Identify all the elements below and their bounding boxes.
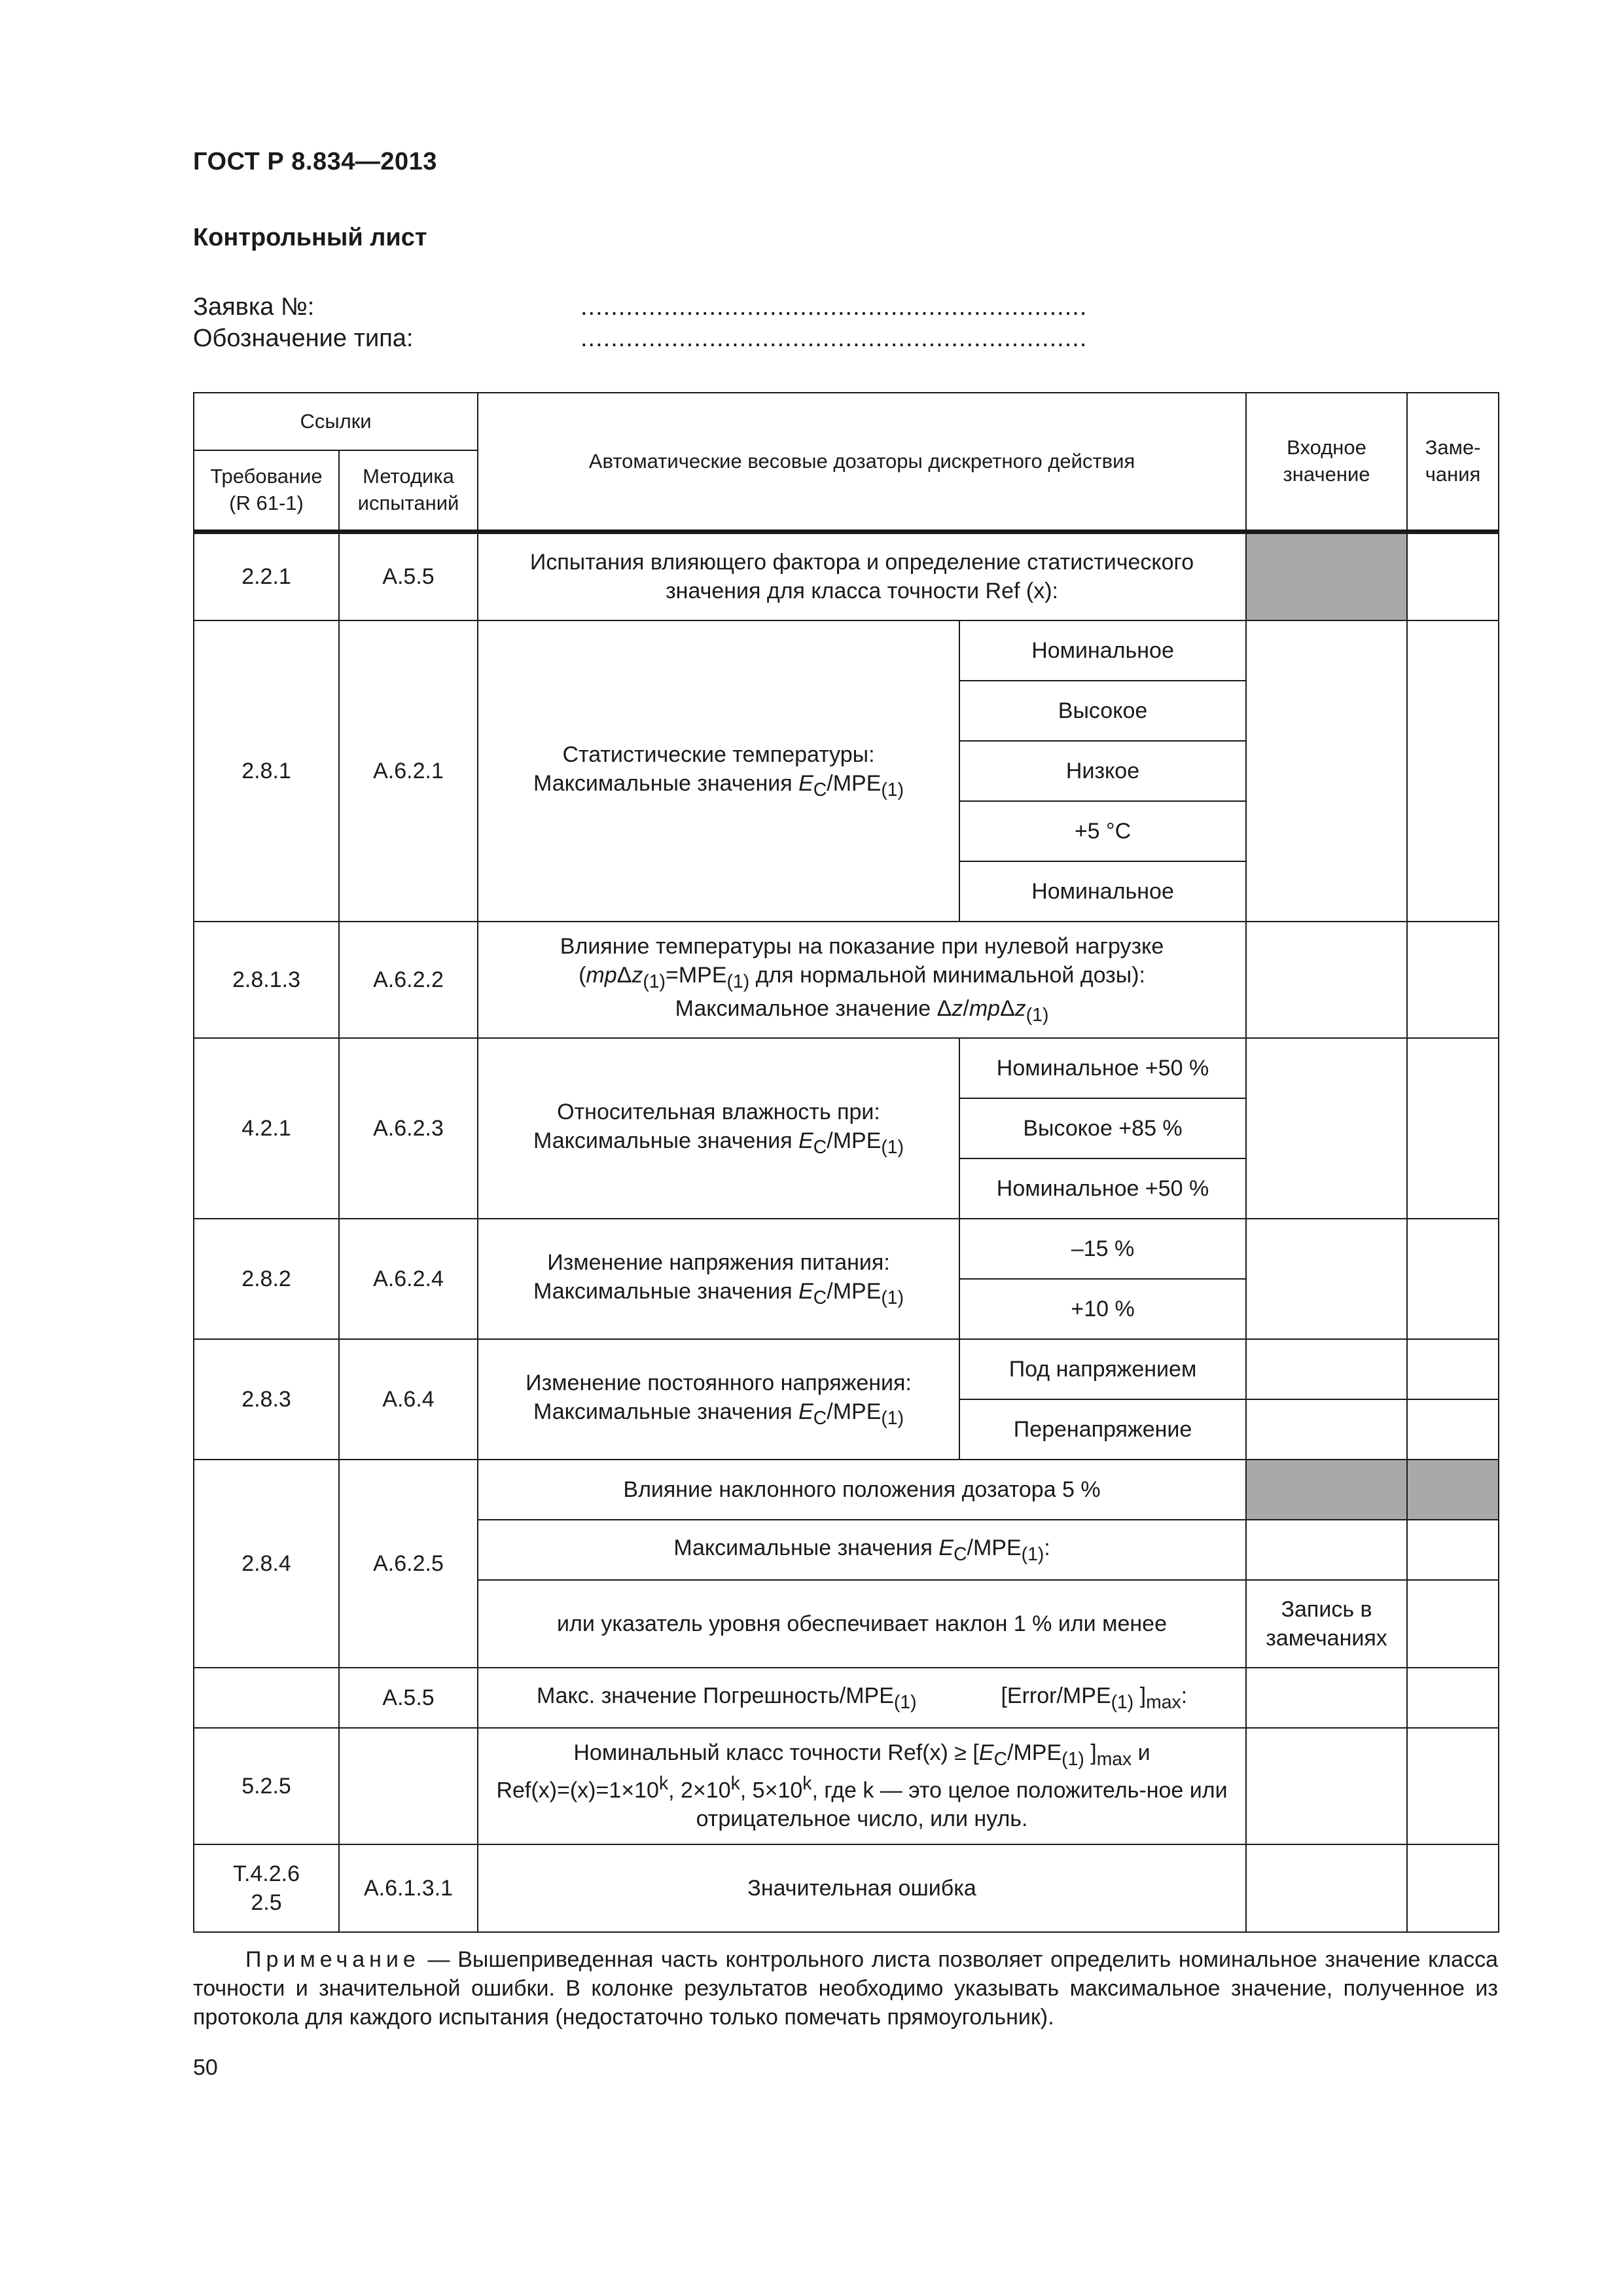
- note-text: — Вышеприведенная часть контрольного листа позволяет определить номинальное значение класса точности и значительной ошибки. В колонке результатов необходимо указывать максимальное значение, полученное из протокола для каждого испытания (недостаточно только помечать прямоугольник).: [193, 1947, 1498, 2030]
- subject-cell: Относительная влажность при: Максимальные значения $E_C/MPE_{(1)}$: [478, 1038, 959, 1219]
- subject-cell: или указатель уровня обеспечивает наклон 1 % или менее: [478, 1580, 1246, 1668]
- application-field: [193, 293, 1109, 326]
- condition-cell: Номинальное: [959, 620, 1246, 681]
- subject-cell: Максимальные значения $E_C/MPE_{(1)}$:: [478, 1520, 1246, 1580]
- subject-line: для нормальной минимальной дозы):: [755, 963, 1145, 988]
- method-cell: А.6.4: [339, 1339, 478, 1460]
- input-cell: [1246, 1728, 1407, 1844]
- checklist-table: [193, 392, 1499, 1933]
- header-method: Методика испытаний: [339, 450, 478, 531]
- remarks-cell: [1407, 1219, 1499, 1339]
- subject-cell: Изменение постоянного напряжения: Максимальные значения $E_C/MPE_{(1)}$: [478, 1339, 959, 1460]
- table-row: [194, 1219, 1499, 1279]
- input-cell-shaded: [1246, 1460, 1407, 1520]
- req-cell: Т.4.2.6 2.5: [194, 1844, 339, 1932]
- footnote: [193, 1945, 1498, 2032]
- subject-line: Влияние температуры на показание при нулевой нагрузке: [560, 934, 1164, 960]
- subject-line: Номинальный класс точности Ref(x) ≥ [: [573, 1740, 979, 1766]
- page-number: 50: [193, 2055, 218, 2080]
- subject-line: Макс. значение Погрешность/MPE: [536, 1683, 894, 1708]
- table-row: [194, 1844, 1499, 1932]
- header-refs: Ссылки: [194, 393, 478, 450]
- req-cell: 4.2.1: [194, 1038, 339, 1219]
- subject-cell: Значительная ошибка: [478, 1844, 1246, 1932]
- input-cell: [1246, 1038, 1407, 1219]
- subject-cell: Макс. значение Погрешность/$MPE_{(1)}$ [$Error/MPE_{(1)}$ ]$_{max}$:: [478, 1668, 1246, 1728]
- remarks-cell: [1407, 531, 1499, 620]
- table-row: [194, 1728, 1499, 1844]
- subject-cell: Испытания влияющего фактора и определение статистического значения для класса точности Ref (x):: [478, 531, 1246, 620]
- subject-cell: Влияние наклонного положения дозатора 5 %: [478, 1460, 1246, 1520]
- input-cell: [1246, 1339, 1407, 1399]
- condition-cell: –15 %: [959, 1219, 1246, 1279]
- table-row: [194, 1339, 1499, 1399]
- table-row: [194, 620, 1499, 681]
- method-cell: А.6.2.5: [339, 1460, 478, 1668]
- condition-cell: Под напряжением: [959, 1339, 1246, 1399]
- application-value: ...................................................................: [580, 293, 1088, 321]
- subject-cell: Статистические температуры: Максимальные значения $E_C/MPE_{(1)}$: [478, 620, 959, 922]
- header-requirement: Требование (R 61-1): [194, 450, 339, 531]
- condition-cell: Перенапряжение: [959, 1399, 1246, 1460]
- req-cell: 5.2.5: [194, 1728, 339, 1844]
- header-input: Входное значение: [1246, 393, 1407, 531]
- condition-cell: +10 %: [959, 1279, 1246, 1339]
- condition-cell: +5 °С: [959, 801, 1246, 861]
- method-cell: А.5.5: [339, 531, 478, 620]
- input-cell: Запись в замечаниях: [1246, 1580, 1407, 1668]
- input-cell-shaded: [1246, 531, 1407, 620]
- req-cell: 2.8.2: [194, 1219, 339, 1339]
- req-cell: 2.8.4: [194, 1460, 339, 1668]
- condition-cell: Номинальное: [959, 861, 1246, 922]
- remarks-cell: [1407, 620, 1499, 922]
- subject-line: Изменение напряжения питания:: [547, 1249, 890, 1275]
- table-row: [194, 531, 1499, 620]
- type-value: ...................................................................: [580, 325, 1088, 352]
- subject-line: Максимальные значения: [673, 1535, 933, 1560]
- type-label: Обозначение типа:: [193, 325, 414, 352]
- table-row: [194, 1668, 1499, 1728]
- table-row: [194, 1038, 1499, 1098]
- input-cell: [1246, 1668, 1407, 1728]
- req-cell: 2.8.1: [194, 620, 339, 922]
- subject-line: Ref(x)=(x)=1×10: [496, 1778, 659, 1803]
- subject-line: , где k — это целое положитель-ное или отрицательное число, или нуль.: [696, 1778, 1228, 1832]
- subject-line: Относительная влажность при:: [557, 1099, 880, 1124]
- input-cell: [1246, 1844, 1407, 1932]
- table-row: [194, 922, 1499, 1038]
- input-cell: [1246, 1520, 1407, 1580]
- remarks-cell-shaded: [1407, 1460, 1499, 1520]
- input-cell: [1246, 620, 1407, 922]
- remarks-cell: [1407, 1668, 1499, 1728]
- subject-line: Максимальные значения: [533, 1399, 793, 1424]
- req-cell: 2.2.1: [194, 531, 339, 620]
- subject-cell: Номинальный класс точности $Ref(x) \ge [E_C/MPE_{(1)}$ ]$_{max}$ и $Ref(x)=(x)=1\times 10^k$, $2\times 10^k$, $5\times 10^k$, где k — это целое положитель-ное или отрицательное число, или нуль.: [478, 1728, 1246, 1844]
- method-cell: А.6.1.3.1: [339, 1844, 478, 1932]
- method-cell: А.6.2.4: [339, 1219, 478, 1339]
- input-cell: [1246, 1399, 1407, 1460]
- subject-line: Максимальное значение: [675, 996, 931, 1022]
- condition-cell: Номинальное +50 %: [959, 1038, 1246, 1098]
- method-cell: А.6.2.2: [339, 922, 478, 1038]
- condition-cell: Высокое +85 %: [959, 1098, 1246, 1158]
- method-cell: [339, 1728, 478, 1844]
- note-prefix: Примечание: [245, 1947, 420, 1972]
- subject-line: Изменение постоянного напряжения:: [526, 1370, 912, 1395]
- remarks-cell: [1407, 1399, 1499, 1460]
- condition-cell: Низкое: [959, 741, 1246, 801]
- subject-line: Максимальные значения: [533, 1128, 793, 1153]
- header-subject: Автоматические весовые дозаторы дискретного действия: [478, 393, 1246, 531]
- subject-line: [Error/MPE: [1001, 1683, 1111, 1708]
- application-label: Заявка №:: [193, 293, 315, 321]
- condition-cell: Номинальное +50 %: [959, 1158, 1246, 1219]
- section-title: Контрольный лист: [193, 224, 427, 251]
- condition-cell: Высокое: [959, 681, 1246, 741]
- remarks-cell: [1407, 1844, 1499, 1932]
- remarks-cell: [1407, 922, 1499, 1038]
- table-row: [194, 1460, 1499, 1520]
- table-header-row: [194, 393, 1499, 450]
- remarks-cell: [1407, 1520, 1499, 1580]
- remarks-cell: [1407, 1580, 1499, 1668]
- subject-cell: Изменение напряжения питания: Максимальные значения $E_C/MPE_{(1)}$: [478, 1219, 959, 1339]
- document-code: ГОСТ Р 8.834—2013: [193, 148, 437, 175]
- header-remarks: Заме-чания: [1407, 393, 1499, 531]
- input-cell: [1246, 922, 1407, 1038]
- input-cell: [1246, 1219, 1407, 1339]
- remarks-cell: [1407, 1038, 1499, 1219]
- remarks-cell: [1407, 1339, 1499, 1399]
- remarks-cell: [1407, 1728, 1499, 1844]
- req-cell: 2.8.1.3: [194, 922, 339, 1038]
- subject-line: Максимальные значения: [533, 1278, 793, 1304]
- req-cell: [194, 1668, 339, 1728]
- req-cell: 2.8.3: [194, 1339, 339, 1460]
- subject-cell: Влияние температуры на показание при нулевой нагрузке ($mp\Delta z_{(1)}=MPE_{(1)}$ для нормальной минимальной дозы): Максимальное значение Δz/mpΔz$_{(1)}$: [478, 922, 1246, 1038]
- subject-line: Максимальные значения: [533, 770, 793, 796]
- type-field: [193, 325, 1109, 357]
- method-cell: А.5.5: [339, 1668, 478, 1728]
- subject-line: Статистические температуры:: [562, 742, 875, 767]
- method-cell: А.6.2.1: [339, 620, 478, 922]
- method-cell: А.6.2.3: [339, 1038, 478, 1219]
